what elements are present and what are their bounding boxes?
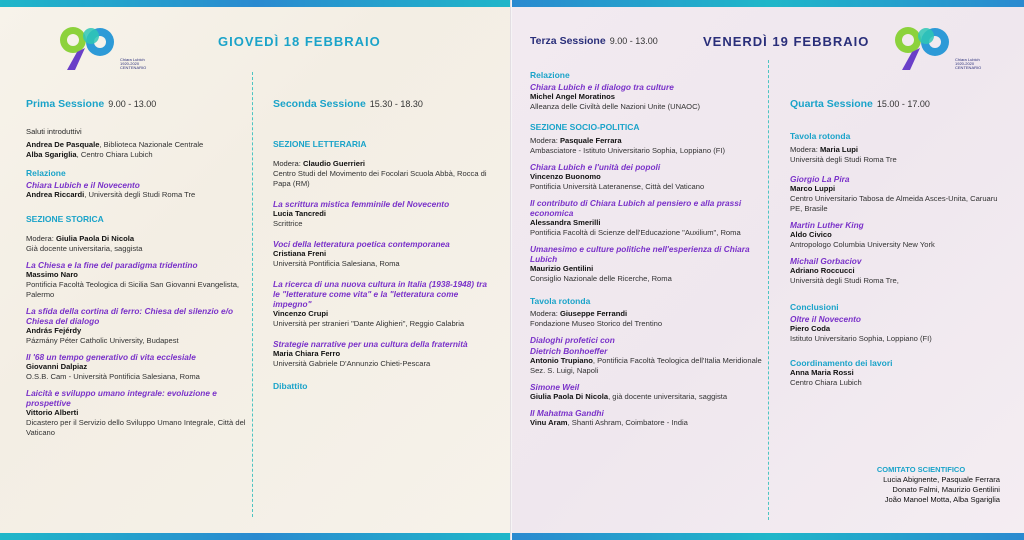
talk-speaker: Massimo Naro [26,270,78,279]
section-storica: SEZIONE STORICA [26,214,104,224]
dialoghi-heading: Dialoghi profetici con [530,335,615,345]
tavola-rotonda: Tavola rotonda [530,296,591,306]
comitato-heading: COMITATO SCIENTIFICO [876,465,966,474]
talk-aff: Antropologo Columbia University New York [790,240,935,249]
right-page [512,0,1024,540]
talk-speaker: Cristiana Freni [273,249,327,258]
session-3 [530,36,762,428]
talk-aff: Dicastero per il Servizio dello Sviluppo Umano Integrale, Città del Vaticano [26,418,246,437]
relazione-title: Chiara Lubich e il dialogo tra culture [530,82,674,92]
column-divider [768,60,769,520]
relazione-heading: Relazione [26,168,66,178]
moderator-aff: Centro Studi del Movimento dei Focolari Scuola Abbà, Rocca di Papa (RM) [273,169,487,188]
greeter-1: Andrea De Pasquale, Biblioteca Nazionale Centrale [26,140,204,149]
talk-title: Michail Gorbaciov [790,256,862,266]
comitato-line: Lucia Abignente, Pasquale Ferrara [883,475,1000,484]
logo-tagline-2: 1920-2020 [955,61,975,66]
moderator: Modera: Giulia Paola Di Nicola [26,234,135,243]
relazione-speaker: Andrea Riccardi, Università degli Studi Roma Tre [26,190,196,199]
conclusioni-speaker: Piero Coda [790,324,831,333]
talk-speaker: Maurizio Gentilini [530,264,594,273]
moderator-aff: Ambasciatore - Istituto Universitario Sophia, Loppiano (FI) [530,146,725,155]
session-3-time: 9.00 - 13.00 [609,36,658,46]
session-1-label: Prima Sessione [26,98,105,110]
talk-aff: Pontificia Facoltà Teologica di Sicilia San Giovanni Evangelista, Palermo [26,280,240,299]
talk-speaker: Maria Chiara Ferro [273,349,341,358]
dialog-title: Simone Weil [530,382,580,392]
talk-aff: Scrittrice [273,219,303,228]
session-2-label: Seconda Sessione [273,98,366,110]
talk-aff: Università Gabriele D'Annunzio Chieti-Pescara [273,359,431,368]
comitato-scientifico [842,465,1000,505]
column-divider [252,72,253,517]
moderator-aff: Università degli Studi Roma Tre [790,155,897,164]
logo-tagline-2: 1920-2020 [120,61,140,66]
session-4-label: Quarta Sessione [790,98,873,110]
logo-tagline-1: Chiara Lubich [120,57,145,62]
session-1-heading [26,99,246,109]
talk-aff: Consiglio Nazionale delle Ricerche, Roma [530,274,672,283]
session-3-label: Terza Sessione [530,35,606,47]
session-4-heading [790,99,1010,109]
logo-90 [55,18,150,73]
logo-90 [890,18,985,73]
conclusioni-title: Oltre il Novecento [790,314,862,324]
dialog-speaker: Giulia Paola Di Nicola, già docente universitaria, saggista [530,392,728,401]
moderator: Modera: Giuseppe Ferrandi [530,309,628,318]
coordinamento-name: Anna Maria Rossi [790,368,854,377]
talk-title: La scrittura mistica femminile del Novecento [273,199,450,209]
talk-speaker: Vincenzo Buonomo [530,172,601,181]
talk-aff: Università per stranieri "Dante Alighieri", Reggio Calabria [273,319,465,328]
greeter-2: Alba Sgariglia, Centro Chiara Lubich [26,150,153,159]
relazione-speaker: Michel Angel Moratinos [530,92,615,101]
talk-title: Laicità e sviluppo umano integrale: evoluzione e prospettive [26,388,217,408]
talk-title: Umanesimo e culture politiche nell'esperienza di Chiara Lubich [530,244,750,264]
talk-title: Strategie narrative per una cultura della fraternità [273,339,468,349]
top-border [512,0,1024,7]
talk-aff: Pontificia Università Lateranense, Città del Vaticano [530,182,705,191]
conclusioni-aff: Istituto Universitario Sophia, Loppiano (FI) [790,334,932,343]
talk-title: La ricerca di una nuova cultura in Italia (1938-1948) tra le "letterature come vita" e la "letteratura come impegno" [273,279,487,309]
talk-aff: O.S.B. Cam - Università Pontificia Salesiana, Roma [26,372,200,381]
talk-aff: Pázmány Péter Catholic University, Budapest [26,336,179,345]
talk-speaker: Lucia Tancredi [273,209,327,218]
talk-speaker: Vittorio Alberti [26,408,79,417]
relazione-aff: Alleanza delle Civiltà delle Nazioni Unite (UNAOC) [530,102,701,111]
moderator: Modera: Pasquale Ferrara [530,136,622,145]
session-4-time: 15.00 - 17.00 [876,99,930,109]
session-4 [790,99,1010,388]
session-1-time: 9.00 - 13.00 [108,99,157,109]
talk-title: Il contributo di Chiara Lubich al pensiero e alla prassi economica [530,198,742,218]
logo-tagline-1: Chiara Lubich [955,57,980,62]
moderator: Modera: Maria Lupi [790,145,858,154]
talk-aff: Pontificia Facoltà di Scienze dell'Educazione "Auxilium", Roma [530,228,741,237]
dialog-title: Il Mahatma Gandhi [530,408,604,418]
talk-aff: Centro Universitario Tabosa de Almeida Asces-Unita, Caruaru PE, Brasile [790,194,998,213]
relazione-title: Chiara Lubich e il Novecento [26,180,140,190]
bottom-border [0,533,512,540]
talk-speaker: Aldo Civico [790,230,832,239]
tavola-rotonda: Tavola rotonda [790,131,851,141]
talk-speaker: Adriano Roccucci [790,266,855,275]
top-border [0,0,512,7]
dialog-title: Dietrich Bonhoeffer [530,346,608,356]
conclusioni: Conclusioni [790,302,839,312]
comitato-line: Donato Falmi, Maurizio Gentilini [892,485,1000,494]
dialog-speaker: Vinu Aram, Shanti Ashram, Coimbatore - India [530,418,688,427]
talk-speaker: Marco Luppi [790,184,836,193]
relazione-heading: Relazione [530,70,570,80]
dialog-speaker: Antonio Trupiano, Pontificia Facoltà Teologica dell'Italia Meridionale Sez. S. Luigi, Napoli [530,356,762,375]
section-letteraria: SEZIONE LETTERARIA [273,139,367,149]
session-2-time: 15.30 - 18.30 [369,99,423,109]
greet-label: Saluti introduttivi [26,127,82,136]
dibattito: Dibattito [273,381,308,391]
logo-tagline-3: CENTENARIO [120,65,147,70]
talk-speaker: Vincenzo Crupi [273,309,329,318]
talk-title: Voci della letteratura poetica contemporanea [273,239,450,249]
session-2 [273,99,495,391]
talk-title: Il '68 un tempo generativo di vita ecclesiale [26,352,196,362]
moderator-aff: Già docente universitaria, saggista [26,244,143,253]
logo-tagline-3: CENTENARIO [955,65,982,70]
talk-speaker: Alessandra Smerilli [530,218,601,227]
coordinamento-aff: Centro Chiara Lubich [790,378,862,387]
talk-speaker: Giovanni Dalpiaz [26,362,88,371]
talk-aff: Università Pontificia Salesiana, Roma [273,259,400,268]
talk-title: Chiara Lubich e l'unità dei popoli [530,162,661,172]
day-title-thursday: GIOVEDÌ 18 FEBBRAIO [218,34,381,49]
comitato-line: João Manoel Motta, Alba Sgariglia [884,495,1000,504]
coordinamento: Coordinamento dei lavori [790,358,893,368]
talk-title: Giorgio La Pira [790,174,850,184]
talk-title: Martin Luther King [790,220,864,230]
moderator: Modera: Claudio Guerrieri [273,159,366,168]
day-title-friday: VENERDÌ 19 FEBBRAIO [703,34,870,49]
talk-title: La sfida della cortina di ferro: Chiesa del silenzio e/o Chiesa del dialogo [26,306,234,326]
session-2-heading [273,99,495,109]
section-sociopolitica: SEZIONE SOCIO-POLITICA [530,122,640,132]
moderator-aff: Fondazione Museo Storico del Trentino [530,319,663,328]
talk-aff: Università degli Studi Roma Tre, [790,276,899,285]
bottom-border [512,533,1024,540]
talk-title: La Chiesa e la fine del paradigma tridentino [26,260,198,270]
session-1 [26,99,246,438]
talk-speaker: András Fejérdy [26,326,82,335]
